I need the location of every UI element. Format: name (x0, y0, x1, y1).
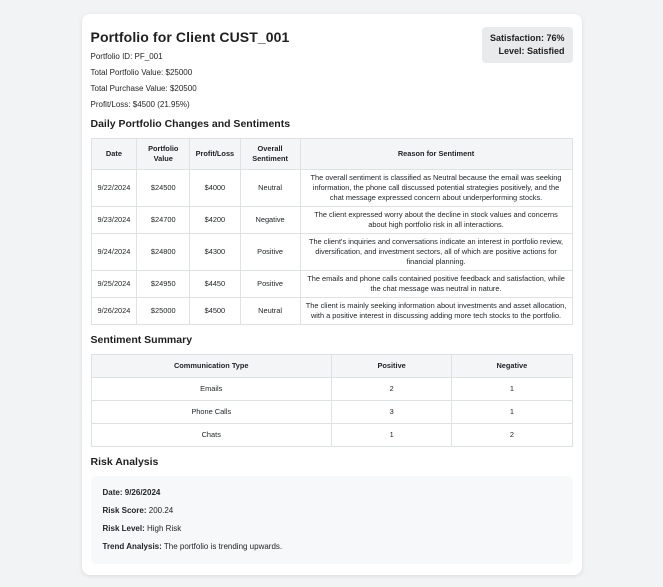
column-header-reason: Reason for Sentiment (300, 139, 572, 170)
risk-score-line (103, 506, 561, 515)
overall-sentiment-cell: Positive (240, 270, 300, 297)
column-header-communication-type: Communication Type (91, 354, 332, 377)
sentiment-summary-table (91, 354, 573, 447)
date-cell: 9/22/2024 (91, 169, 137, 206)
risk-analysis-box (91, 476, 573, 564)
reason-cell: The client is mainly seeking information about investments and asset allocation, with a positive interest in discussing adding more tech stocks to the portfolio. (300, 297, 572, 324)
column-header-overall-sentiment: Overall Sentiment (240, 139, 300, 170)
section-heading-daily-changes: Daily Portfolio Changes and Sentiments (90, 118, 291, 130)
communication-type-cell: Phone Calls (91, 400, 332, 423)
satisfaction-level: Level: Satisfied (498, 46, 565, 57)
negative-count-cell: 2 (452, 423, 572, 446)
date-cell: 9/24/2024 (91, 233, 137, 270)
portfolio-id-text: Portfolio ID: PF_001 (90, 52, 163, 61)
risk-score-label: Risk Score: (102, 505, 147, 515)
trend-analysis-line (103, 542, 561, 551)
page-title: Portfolio for Client CUST_001 (90, 29, 290, 45)
column-header-positive: Positive (332, 354, 452, 377)
risk-date-label: Date: (102, 487, 123, 497)
communication-type-cell: Emails (91, 377, 332, 400)
total-portfolio-value-text: Total Portfolio Value: $25000 (90, 68, 193, 77)
table-row (91, 270, 572, 297)
trend-analysis-label: Trend Analysis: (102, 541, 162, 551)
section-heading-sentiment-summary: Sentiment Summary (90, 333, 193, 346)
profit-loss-cell: $4200 (190, 206, 240, 233)
reason-cell: The overall sentiment is classified as Neutral because the email was seeking information, the phone call discussed potential strategies positively, and the chat message expressed concern about underperforming stocks. (300, 169, 572, 206)
risk-level-value: High Risk (146, 523, 182, 533)
portfolio-value-cell: $24800 (137, 233, 190, 270)
satisfaction-badge (482, 27, 573, 63)
date-cell: 9/26/2024 (91, 297, 137, 324)
date-cell: 9/25/2024 (91, 270, 137, 297)
total-purchase-value-text: Total Purchase Value: $20500 (90, 84, 197, 93)
portfolio-value-cell: $25000 (137, 297, 190, 324)
table-row (91, 233, 572, 270)
portfolio-value-cell: $24500 (137, 169, 190, 206)
satisfaction-percentage: Satisfaction: 76% (489, 33, 565, 43)
overall-sentiment-cell: Neutral (240, 169, 300, 206)
summary-table-header-row (91, 354, 572, 377)
overall-sentiment-cell: Neutral (240, 297, 300, 324)
table-row (91, 377, 572, 400)
portfolio-value-cell: $24950 (137, 270, 190, 297)
overall-sentiment-cell: Positive (240, 233, 300, 270)
column-header-negative: Negative (452, 354, 572, 377)
overall-sentiment-cell: Negative (240, 206, 300, 233)
profit-loss-cell: $4500 (190, 297, 240, 324)
risk-score-value: 200.24 (148, 505, 174, 515)
reason-cell: The client expressed worry about the decline in stock values and concerns about high portfolio risk in all interactions. (300, 206, 572, 233)
profit-loss-text: Profit/Loss: $4500 (21.95%) (90, 100, 190, 109)
table-row (91, 400, 572, 423)
column-header-portfolio-value: Portfolio Value (137, 139, 190, 170)
risk-level-line (103, 524, 561, 533)
reason-cell: The emails and phone calls contained positive feedback and satisfaction, while the chat message was neutral in nature. (300, 270, 572, 297)
section-heading-risk-analysis: Risk Analysis (90, 455, 159, 468)
column-header-profit-loss: Profit/Loss (190, 139, 240, 170)
risk-date-line (103, 488, 561, 497)
column-header-date: Date (91, 139, 137, 170)
positive-count-cell: 1 (332, 423, 452, 446)
daily-sentiments-table (91, 138, 573, 325)
portfolio-value-cell: $24700 (137, 206, 190, 233)
negative-count-cell: 1 (452, 377, 572, 400)
profit-loss-cell: $4000 (190, 169, 240, 206)
risk-level-label: Risk Level: (102, 523, 145, 533)
negative-count-cell: 1 (452, 400, 572, 423)
profit-loss-cell: $4450 (190, 270, 240, 297)
daily-table-header-row (91, 139, 572, 170)
table-row (91, 169, 572, 206)
profit-loss-cell: $4300 (190, 233, 240, 270)
communication-type-cell: Chats (91, 423, 332, 446)
table-row (91, 297, 572, 324)
portfolio-report-card (82, 14, 582, 575)
date-cell: 9/23/2024 (91, 206, 137, 233)
positive-count-cell: 3 (332, 400, 452, 423)
positive-count-cell: 2 (332, 377, 452, 400)
risk-date-value: 9/26/2024 (124, 487, 161, 497)
table-row (91, 423, 572, 446)
table-row (91, 206, 572, 233)
trend-analysis-value: The portfolio is trending upwards. (163, 541, 283, 551)
reason-cell: The client's inquiries and conversations indicate an interest in portfolio review, diversification, and investment sectors, all of which are positive actions for financial planning. (300, 233, 572, 270)
